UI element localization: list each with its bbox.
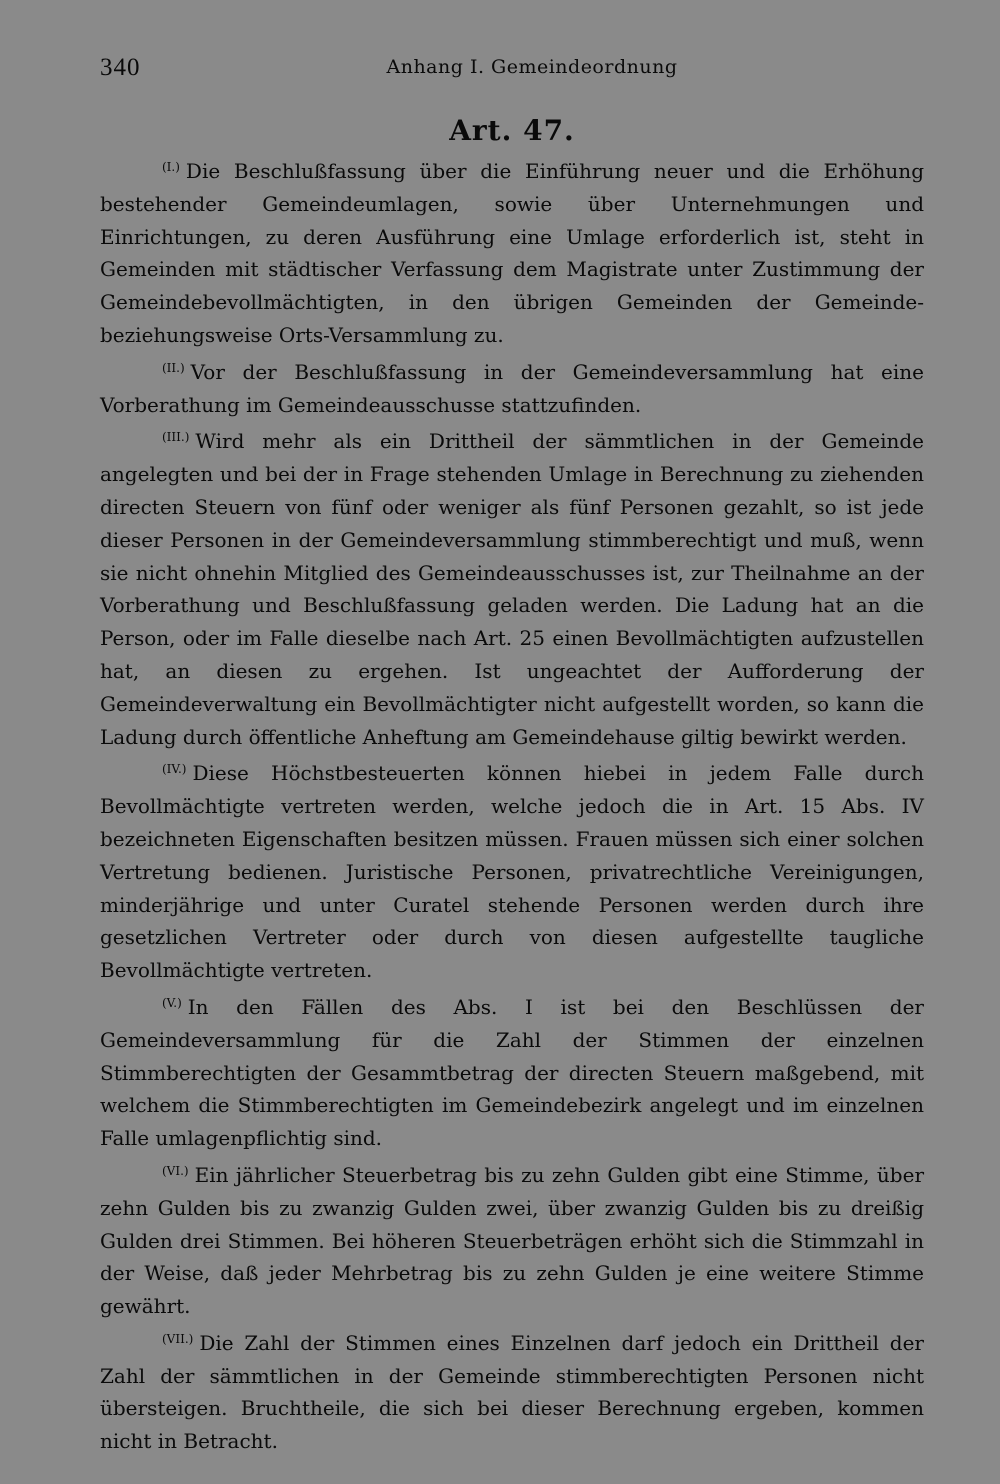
paragraph-text: Wird mehr als ein Drittheil der sämmtlichen in der Gemeinde angelegten und bei der in Frage stehenden Umlage in Berechnung zu ziehenden directen Steuern von fünf oder weniger als fünf Personen gezahlt, so ist jede dieser Personen in der Gemeindeversammlung stimmberechtigt und muß, wenn sie nicht ohnehin Mitglied des Gemeindeausschusses ist, zur Theilnahme an der Vorberathung und Beschlußfassung geladen werden. Die Ladung hat an die Person, oder im Falle dieselbe nach Art. 25 einen Bevollmächtigten aufzustellen hat, an diesen zu ergehen. Ist ungeachtet der Aufforderung der Gemeindeverwaltung ein Bevollmächtigter nicht aufgestellt worden, so kann die Ladung durch öffentliche Anheftung am Gemeindehause giltig bewirkt werden.: [100, 429, 924, 749]
paragraph-number: (II.): [162, 360, 185, 375]
paragraph-3: [100, 421, 924, 753]
paragraph-text: Ein jährlicher Steuerbetrag bis zu zehn Gulden gibt eine Stimme, über zehn Gulden bis zu zwanzig Gulden zwei, über zwanzig Gulden bis zu dreißig Gulden drei Stimmen. Bei höheren Steuerbeträgen erhöht sich die Stimmzahl in der Weise, daß jeder Mehrbetrag bis zu zehn Gulden je eine weitere Stimme gewährt.: [100, 1162, 924, 1319]
paragraph-6: [100, 1155, 924, 1323]
document-page: [100, 54, 924, 1458]
paragraph-7: [100, 1323, 924, 1458]
paragraph-number: (VI.): [162, 1163, 189, 1178]
paragraph-text: Die Beschlußfassung über die Einführung neuer und die Erhöhung bestehender Gemeindeumlagen, sowie über Unternehmungen und Einrichtungen, zu deren Ausführung eine Umlage erforderlich ist, steht in Gemeinden mit städtischer Verfassung dem Magistrate unter Zustimmung der Gemeindebevollmächtigten, in den übrigen Gemeinden der Gemeinde- beziehungsweise Orts-Versammlung zu.: [100, 159, 924, 347]
paragraph-number: (IV.): [162, 762, 187, 777]
paragraph-1: [100, 151, 924, 352]
paragraph-text: Diese Höchstbesteuerten können hiebei in jedem Falle durch Bevollmächtigte vertreten werden, welche jedoch die in Art. 15 Abs. IV bezeichneten Eigenschaften besitzen müssen. Frauen müssen sich einer solchen Vertretung bedienen. Juristische Personen, privatrechtliche Vereinigungen, minderjährige und unter Curatel stehende Personen werden durch ihre gesetzlichen Vertreter oder durch von diesen aufgestellte taugliche Bevollmächtigte vertreten.: [100, 761, 924, 983]
paragraph-number: (VII.): [162, 1331, 194, 1346]
running-title: Anhang I. Gemeindeordnung: [386, 56, 678, 78]
paragraph-4: [100, 753, 924, 987]
paragraph-5: [100, 987, 924, 1155]
paragraph-number: (I.): [162, 160, 180, 174]
paragraph-number: (V.): [162, 995, 182, 1010]
page-number: 340: [100, 54, 141, 81]
paragraph-2: [100, 352, 924, 422]
paragraph-number: (III.): [162, 430, 190, 445]
paragraph-text: Vor der Beschlußfassung in der Gemeindeversammlung hat eine Vorberathung im Gemeindeausschusse stattzufinden.: [100, 359, 924, 417]
paragraph-text: Die Zahl der Stimmen eines Einzelnen darf jedoch ein Drittheil der Zahl der sämmtlichen in der Gemeinde stimmberechtigten Personen nicht übersteigen. Bruchtheile, die sich bei dieser Berechnung ergeben, kommen nicht in Betracht.: [100, 1330, 924, 1454]
running-head: [100, 54, 924, 90]
article-heading: Art. 47.: [449, 114, 575, 147]
paragraph-text: In den Fällen des Abs. I ist bei den Beschlüssen der Gemeindeversammlung für die Zahl der Stimmen der einzelnen Stimmberechtigten der Gesammtbetrag der directen Steuern maßgebend, mit welchem die Stimmberechtigten im Gemeindebezirk angelegt und im einzelnen Falle umlagenpflichtig sind.: [100, 994, 924, 1151]
